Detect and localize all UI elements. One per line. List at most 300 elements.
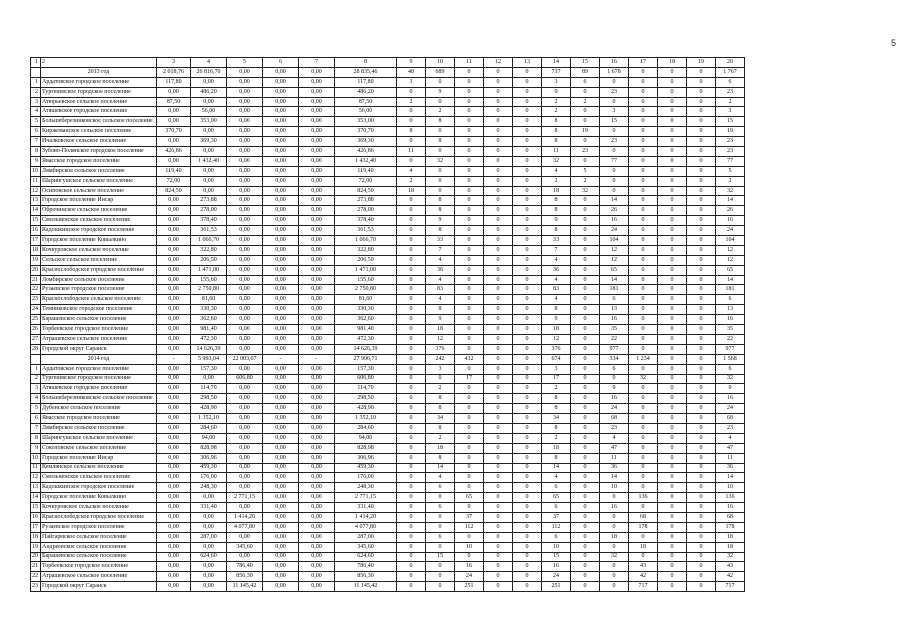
value-cell: 737 — [542, 67, 571, 77]
value-cell: 0,00 — [299, 453, 335, 463]
value-cell: 104 — [600, 236, 629, 246]
value-cell: 2 — [571, 176, 600, 186]
value-cell: 0 — [484, 245, 513, 255]
value-cell: 0 — [455, 226, 484, 236]
row-number-cell: 5 — [31, 404, 41, 414]
value-cell: 11 — [397, 147, 426, 157]
row-number-cell: 10 — [31, 453, 41, 463]
value-cell: 0 — [571, 117, 600, 127]
row-number-cell: 26 — [31, 325, 41, 335]
value-cell: 0 — [513, 166, 542, 176]
value-cell: 24 — [716, 404, 745, 414]
value-cell: 16 — [716, 394, 745, 404]
value-cell: 4 — [542, 295, 571, 305]
value-cell: 0 — [484, 87, 513, 97]
value-cell: 1 414,20 — [335, 512, 397, 522]
value-cell: 0 — [397, 87, 426, 97]
value-cell: 4 — [600, 433, 629, 443]
value-cell: 0,00 — [299, 265, 335, 275]
row-number-cell: 18 — [31, 532, 41, 542]
value-cell: 0,00 — [299, 522, 335, 532]
value-cell: 16 — [716, 216, 745, 226]
value-cell: 0 — [397, 364, 426, 374]
value-cell: 0,00 — [227, 166, 263, 176]
value-cell: 0 — [484, 404, 513, 414]
value-cell: 0 — [397, 582, 426, 592]
value-cell: 0 — [455, 325, 484, 335]
value-cell: 0 — [687, 186, 716, 196]
value-cell: 0 — [455, 384, 484, 394]
settlement-name-cell: Большеберезниковское сельское поселение — [41, 394, 157, 404]
table-row — [31, 196, 745, 206]
value-cell: 16 — [600, 58, 629, 68]
value-cell: 3 — [157, 58, 191, 68]
settlement-name-cell: Атюрьевское сельское поселение — [41, 97, 157, 107]
value-cell: 0 — [571, 344, 600, 354]
value-cell: 0,00 — [157, 463, 191, 473]
value-cell: 977 — [600, 344, 629, 354]
value-cell: 0 — [513, 354, 542, 364]
value-cell: 10 — [600, 483, 629, 493]
value-cell: 0 — [455, 196, 484, 206]
value-cell: 0 — [571, 572, 600, 582]
value-cell: 28 835,46 — [335, 67, 397, 77]
row-number-cell: 22 — [31, 572, 41, 582]
value-cell: 0,00 — [227, 275, 263, 285]
value-cell: 0,00 — [191, 147, 227, 157]
value-cell: 18 — [542, 186, 571, 196]
settlement-name-cell: Краснослободское городское поселение — [41, 265, 157, 275]
value-cell: 0 — [658, 216, 687, 226]
value-cell: 486,20 — [335, 87, 397, 97]
value-cell: 0,00 — [191, 572, 227, 582]
value-cell: 0 — [658, 97, 687, 107]
value-cell: 0,00 — [191, 186, 227, 196]
value-cell: 0 — [455, 67, 484, 77]
value-cell: 0 — [571, 226, 600, 236]
value-cell: 0,00 — [299, 483, 335, 493]
value-cell: 0 — [571, 236, 600, 246]
value-cell: 0 — [629, 552, 658, 562]
value-cell: 9 — [542, 315, 571, 325]
value-cell: 8 — [426, 423, 455, 433]
value-cell: 1 432,40 — [191, 156, 227, 166]
value-cell: 14 — [716, 275, 745, 285]
value-cell: 2 — [542, 97, 571, 107]
settlement-name-cell: Краснослободское сельское поселение — [41, 295, 157, 305]
value-cell: 0 — [484, 216, 513, 226]
settlement-name-cell: Кемлянское сельское поселение — [41, 463, 157, 473]
table-row — [31, 532, 745, 542]
value-cell: 8 — [542, 137, 571, 147]
value-cell: 8 — [335, 58, 397, 68]
value-cell: 0,00 — [299, 512, 335, 522]
value-cell: 68 — [629, 512, 658, 522]
value-cell: 0 — [513, 344, 542, 354]
value-cell: 24 — [542, 572, 571, 582]
value-cell: 0 — [658, 433, 687, 443]
value-cell: 0 — [426, 166, 455, 176]
value-cell: 0,00 — [299, 315, 335, 325]
value-cell: 306,96 — [335, 453, 397, 463]
value-cell: 43 — [629, 562, 658, 572]
value-cell: 0,00 — [157, 572, 191, 582]
value-cell: 0,00 — [299, 275, 335, 285]
value-cell: 0 — [455, 532, 484, 542]
value-cell: 1 414,20 — [227, 512, 263, 522]
value-cell: 0 — [658, 315, 687, 325]
value-cell: 0 — [397, 265, 426, 275]
value-cell: 18 — [629, 542, 658, 552]
value-cell: 0 — [513, 67, 542, 77]
value-cell: 0,00 — [299, 532, 335, 542]
value-cell: 0,00 — [227, 186, 263, 196]
value-cell: 273,88 — [335, 196, 397, 206]
value-cell: 0 — [397, 493, 426, 503]
value-cell: 0 — [513, 433, 542, 443]
value-cell: 0,00 — [157, 255, 191, 265]
value-cell: 0 — [513, 206, 542, 216]
value-cell: 0 — [629, 275, 658, 285]
table-row — [31, 107, 745, 117]
value-cell: 0,00 — [263, 394, 299, 404]
value-cell: 0 — [513, 216, 542, 226]
value-cell: 0 — [629, 176, 658, 186]
value-cell: 0,00 — [191, 77, 227, 87]
row-number-cell: 1 — [31, 77, 41, 87]
value-cell: 0,00 — [157, 206, 191, 216]
value-cell: 0 — [484, 315, 513, 325]
value-cell: 0 — [600, 127, 629, 137]
value-cell: 0 — [687, 384, 716, 394]
value-cell: 11 — [542, 147, 571, 157]
value-cell: 0 — [629, 147, 658, 157]
value-cell: 0 — [687, 236, 716, 246]
year-label-cell: 2014 год — [41, 354, 157, 364]
value-cell: 8 — [426, 305, 455, 315]
value-cell: 0 — [397, 236, 426, 246]
value-cell: 0 — [658, 532, 687, 542]
settlement-name-cell: Атрашевское сельское поселение — [41, 334, 157, 344]
value-cell: 0,00 — [263, 404, 299, 414]
row-number-cell: 6 — [31, 414, 41, 424]
value-cell: 0 — [455, 404, 484, 414]
year-label-cell: 2013 год — [41, 67, 157, 77]
row-number-cell: 18 — [31, 245, 41, 255]
value-cell: 0,00 — [299, 473, 335, 483]
value-cell: 0,00 — [299, 147, 335, 157]
value-cell: 6 — [263, 58, 299, 68]
row-number-cell: 2 — [31, 87, 41, 97]
table-row — [31, 384, 745, 394]
value-cell: 2 — [542, 176, 571, 186]
value-cell: 0 — [600, 97, 629, 107]
value-cell: 0 — [397, 315, 426, 325]
value-cell: 242 — [426, 354, 455, 364]
value-cell: 81,60 — [191, 295, 227, 305]
value-cell: 0,00 — [227, 532, 263, 542]
value-cell: 0 — [397, 394, 426, 404]
value-cell: 0,00 — [299, 463, 335, 473]
value-cell: 0 — [600, 147, 629, 157]
row-number-cell: 23 — [31, 295, 41, 305]
value-cell: 0 — [484, 334, 513, 344]
value-cell: 22 — [600, 334, 629, 344]
table-row — [31, 236, 745, 246]
value-cell: 0,00 — [263, 295, 299, 305]
value-cell: 472,30 — [335, 334, 397, 344]
value-cell: 0,00 — [157, 245, 191, 255]
value-cell: 0 — [455, 275, 484, 285]
value-cell: 0 — [629, 384, 658, 394]
table-row — [31, 97, 745, 107]
value-cell: 0,00 — [299, 87, 335, 97]
value-cell: 689 — [426, 67, 455, 77]
value-cell: 0,00 — [227, 236, 263, 246]
value-cell: 0 — [513, 582, 542, 592]
table-row — [31, 473, 745, 483]
value-cell: 1 767 — [716, 67, 745, 77]
value-cell: 24 — [716, 226, 745, 236]
value-cell: 83 — [426, 285, 455, 295]
value-cell: 0 — [687, 127, 716, 137]
value-cell: 0 — [484, 493, 513, 503]
value-cell: 0 — [571, 522, 600, 532]
value-cell: 0,00 — [157, 334, 191, 344]
value-cell: 6 — [426, 532, 455, 542]
value-cell: 0,00 — [299, 384, 335, 394]
value-cell: 0,00 — [191, 127, 227, 137]
settlement-name-cell: Кочкуровское сельское поселение — [41, 245, 157, 255]
value-cell: 278,00 — [335, 206, 397, 216]
value-cell: 0,00 — [157, 285, 191, 295]
value-cell: 0 — [513, 463, 542, 473]
value-cell: 0,00 — [227, 147, 263, 157]
value-cell: 0 — [687, 305, 716, 315]
value-cell: 4 — [542, 166, 571, 176]
value-cell: 0 — [571, 443, 600, 453]
value-cell: 0,00 — [299, 117, 335, 127]
value-cell: 0,00 — [227, 364, 263, 374]
value-cell: 0 — [397, 305, 426, 315]
table-row — [31, 245, 745, 255]
settlement-name-cell: Дубенское сельское поселение — [41, 404, 157, 414]
settlement-name-cell: 2 — [41, 58, 157, 68]
value-cell: 0,00 — [157, 275, 191, 285]
value-cell: 2 — [397, 176, 426, 186]
value-cell: 0,00 — [263, 562, 299, 572]
table-row — [31, 394, 745, 404]
value-cell: 22 — [716, 334, 745, 344]
value-cell: 0,00 — [299, 176, 335, 186]
value-cell: 0 — [600, 374, 629, 384]
value-cell: 0 — [455, 166, 484, 176]
value-cell: 6 — [542, 503, 571, 513]
value-cell: 0 — [629, 404, 658, 414]
value-cell: 0 — [687, 206, 716, 216]
value-cell: 717 — [629, 582, 658, 592]
value-cell: 0 — [687, 354, 716, 364]
value-cell: 8 — [542, 394, 571, 404]
value-cell: 0 — [658, 473, 687, 483]
value-cell: 0 — [571, 562, 600, 572]
value-cell: 0 — [397, 483, 426, 493]
value-cell: 16 — [455, 562, 484, 572]
value-cell: 36 — [542, 265, 571, 275]
value-cell: 10 — [542, 542, 571, 552]
value-cell: 0,00 — [227, 265, 263, 275]
row-number-cell: 11 — [31, 463, 41, 473]
value-cell: 0,00 — [227, 196, 263, 206]
value-cell: 0,00 — [299, 414, 335, 424]
value-cell: 4 — [542, 275, 571, 285]
value-cell: 0 — [629, 532, 658, 542]
value-cell: 0 — [629, 216, 658, 226]
value-cell: 856,30 — [335, 572, 397, 582]
value-cell: 0 — [484, 423, 513, 433]
value-cell: 426,86 — [157, 147, 191, 157]
value-cell: 6 — [542, 483, 571, 493]
value-cell: 0 — [629, 344, 658, 354]
value-cell: 5 — [571, 166, 600, 176]
value-cell: 0,00 — [191, 97, 227, 107]
value-cell: 0,00 — [157, 305, 191, 315]
value-cell: 0 — [455, 147, 484, 157]
value-cell: 11 — [716, 453, 745, 463]
value-cell: 0 — [484, 77, 513, 87]
value-cell: 362,60 — [335, 315, 397, 325]
value-cell: 428,90 — [335, 404, 397, 414]
value-cell: 0 — [571, 463, 600, 473]
value-cell: 0,00 — [227, 67, 263, 77]
value-cell: 0 — [455, 97, 484, 107]
value-cell: 0,00 — [263, 512, 299, 522]
value-cell: 0,00 — [157, 226, 191, 236]
value-cell: 2 750,80 — [335, 285, 397, 295]
value-cell: 0 — [571, 483, 600, 493]
value-cell: 0 — [513, 176, 542, 186]
value-cell: 14 — [542, 58, 571, 68]
table-row — [31, 147, 745, 157]
value-cell: 0 — [455, 295, 484, 305]
value-cell: 0,00 — [157, 503, 191, 513]
row-number-cell: 17 — [31, 522, 41, 532]
value-cell: 26 — [716, 206, 745, 216]
value-cell: 0,00 — [157, 453, 191, 463]
value-cell: 24 — [600, 404, 629, 414]
year-summary-row — [31, 67, 745, 77]
value-cell: 117,80 — [157, 77, 191, 87]
value-cell: 0,00 — [227, 433, 263, 443]
value-cell: 18 — [716, 542, 745, 552]
value-cell: 0 — [687, 97, 716, 107]
value-cell: 8 — [397, 127, 426, 137]
value-cell: 0 — [658, 265, 687, 275]
value-cell: 624,60 — [191, 552, 227, 562]
value-cell: 0,00 — [227, 127, 263, 137]
table-row — [31, 127, 745, 137]
table-row — [31, 542, 745, 552]
value-cell: 0 — [397, 443, 426, 453]
table-row — [31, 285, 745, 295]
table-row — [31, 522, 745, 532]
value-cell: 206,50 — [335, 255, 397, 265]
value-cell: 0 — [629, 206, 658, 216]
value-cell: 0 — [513, 305, 542, 315]
value-cell: 0 — [484, 483, 513, 493]
value-cell: 6 — [716, 364, 745, 374]
value-cell: 0 — [484, 354, 513, 364]
table-row — [31, 404, 745, 414]
value-cell: 1 234 — [629, 354, 658, 364]
value-cell: 77 — [716, 156, 745, 166]
row-number-cell: 1 — [31, 58, 41, 68]
value-cell: 0,00 — [299, 394, 335, 404]
value-cell: 18 — [600, 532, 629, 542]
value-cell: 0,00 — [157, 552, 191, 562]
settlement-name-cell: Кочкуровское сельское поселение — [41, 503, 157, 513]
value-cell: 16 — [600, 315, 629, 325]
value-cell: 17 — [629, 58, 658, 68]
row-number-cell: 5 — [31, 117, 41, 127]
value-cell: 0 — [629, 325, 658, 335]
value-cell: 18 — [542, 325, 571, 335]
value-cell: 0,00 — [191, 512, 227, 522]
value-cell: 17 — [455, 374, 484, 384]
value-cell: 0 — [484, 275, 513, 285]
value-cell: 0,00 — [263, 216, 299, 226]
value-cell: 0,00 — [157, 117, 191, 127]
value-cell: 0,00 — [299, 206, 335, 216]
value-cell: 0 — [658, 354, 687, 364]
value-cell: 104 — [716, 236, 745, 246]
value-cell: 0 — [629, 433, 658, 443]
value-cell: 6 — [716, 295, 745, 305]
value-cell: 0,00 — [157, 107, 191, 117]
value-cell: 0 — [484, 532, 513, 542]
value-cell: 0 — [397, 245, 426, 255]
value-cell: 23 — [716, 147, 745, 157]
value-cell: 0 — [629, 473, 658, 483]
value-cell: 0 — [484, 522, 513, 532]
settlement-name-cell: Лямбирское сельское поселение — [41, 423, 157, 433]
value-cell: 9 — [600, 384, 629, 394]
value-cell: 0 — [397, 384, 426, 394]
value-cell: 0 — [455, 87, 484, 97]
value-cell: 0 — [687, 414, 716, 424]
column-number-row — [31, 58, 745, 68]
value-cell: 0,00 — [263, 433, 299, 443]
value-cell: 824,50 — [335, 186, 397, 196]
value-cell: 369,30 — [335, 137, 397, 147]
value-cell: 0,00 — [227, 245, 263, 255]
value-cell: 10 — [455, 542, 484, 552]
value-cell: 0,00 — [263, 552, 299, 562]
value-cell: 0,00 — [157, 315, 191, 325]
value-cell: 23 — [600, 423, 629, 433]
value-cell: 0 — [571, 275, 600, 285]
value-cell: 4 — [426, 275, 455, 285]
value-cell: 0 — [571, 503, 600, 513]
value-cell: 0 — [658, 423, 687, 433]
value-cell: 2 — [571, 97, 600, 107]
table-row — [31, 334, 745, 344]
value-cell: 9 — [426, 216, 455, 226]
value-cell: 32 — [629, 374, 658, 384]
value-cell: 65 — [542, 493, 571, 503]
value-cell: 16 — [716, 503, 745, 513]
value-cell: 0,00 — [157, 156, 191, 166]
